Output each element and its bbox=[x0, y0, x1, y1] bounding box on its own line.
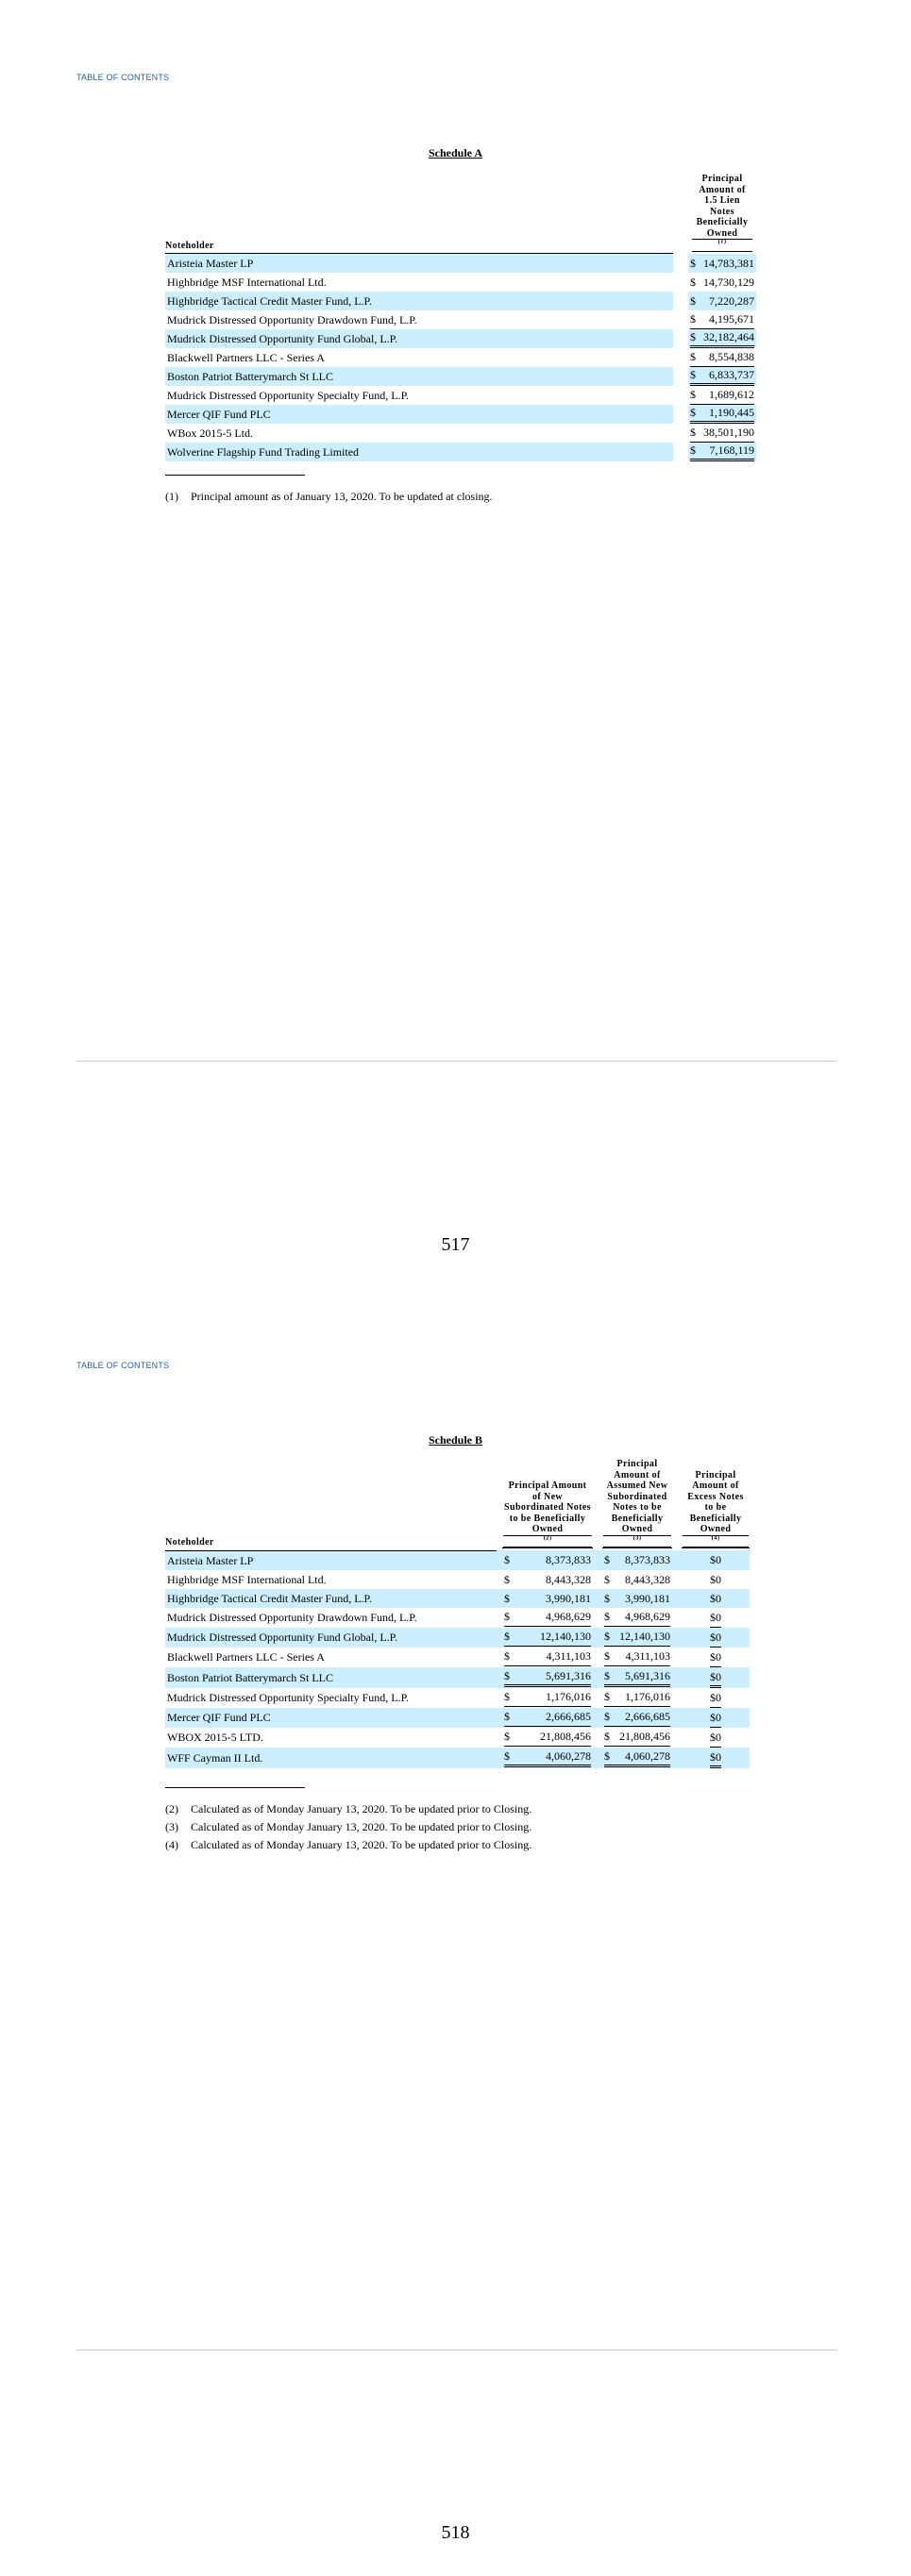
schedule-b-header-excess: Principal Amount of Excess Notes to be Beneficially Owned $^{(4)}$ bbox=[682, 1459, 750, 1550]
schedule-b-footnote-rule bbox=[165, 1787, 305, 1788]
footnote-number: (3) bbox=[165, 1820, 178, 1833]
footnote-text: Calculated as of Monday January 13, 2020. To be updated prior to Closing. bbox=[191, 1838, 532, 1851]
principal-amount bbox=[688, 424, 756, 443]
footnote-number: (1) bbox=[165, 490, 178, 503]
table-row bbox=[165, 1688, 750, 1708]
amount-value: 7,220,287 bbox=[709, 294, 754, 308]
principal-amount bbox=[688, 348, 756, 367]
table-row bbox=[165, 424, 756, 443]
currency-symbol: $ bbox=[504, 1591, 510, 1605]
table-row bbox=[165, 254, 756, 274]
page-number: 518 bbox=[441, 2522, 470, 2543]
currency-symbol: $ bbox=[604, 1690, 610, 1703]
amount-value: 4,311,103 bbox=[546, 1649, 591, 1663]
amount-value: 4,968,629 bbox=[546, 1610, 591, 1623]
noteholder-name: WBOX 2015-5 LTD. bbox=[167, 1731, 263, 1744]
amount-value: 4,060,278 bbox=[546, 1748, 591, 1763]
amount-value: 5,691,316 bbox=[625, 1668, 670, 1682]
noteholder-name: Highbridge MSF International Ltd. bbox=[167, 1572, 327, 1586]
amount-value: 21,808,456 bbox=[619, 1730, 670, 1743]
assumed-subordinated-amount bbox=[602, 1728, 672, 1748]
table-row bbox=[165, 310, 756, 329]
amount-value: 14,783,381 bbox=[703, 256, 754, 270]
excess-notes-amount: $0 bbox=[682, 1728, 750, 1748]
noteholder-name: Wolverine Flagship Fund Trading Limited bbox=[165, 443, 673, 461]
amount-value: 4,968,629 bbox=[625, 1610, 670, 1623]
amount-value: 32,182,464 bbox=[703, 330, 754, 343]
new-subordinated-amount bbox=[502, 1628, 593, 1648]
assumed-subordinated-amount bbox=[602, 1708, 672, 1728]
amount-value: 12,140,130 bbox=[540, 1630, 591, 1643]
amount-value: 8,373,833 bbox=[546, 1553, 591, 1567]
assumed-subordinated-amount bbox=[602, 1667, 672, 1688]
noteholder-name: Mercer QIF Fund PLC bbox=[165, 1708, 497, 1728]
noteholder-name: Boston Patriot Batterymarch St LLC bbox=[165, 367, 673, 386]
currency-symbol: $ bbox=[504, 1690, 510, 1703]
principal-amount bbox=[688, 386, 756, 405]
principal-amount bbox=[688, 310, 756, 329]
principal-amount bbox=[688, 405, 756, 424]
currency-symbol: $ bbox=[604, 1710, 610, 1723]
currency-symbol: $ bbox=[504, 1748, 510, 1763]
amount-value: 3,990,181 bbox=[546, 1591, 591, 1605]
principal-amount bbox=[688, 443, 756, 461]
new-subordinated-amount bbox=[502, 1648, 593, 1667]
noteholder-name: Aristeia Master LP bbox=[165, 254, 673, 274]
currency-symbol: $ bbox=[504, 1710, 510, 1723]
schedule-a-table bbox=[165, 174, 756, 461]
currency-symbol: $ bbox=[504, 1649, 510, 1663]
excess-notes-amount: $0 bbox=[682, 1708, 750, 1728]
assumed-subordinated-amount bbox=[602, 1628, 672, 1648]
principal-amount bbox=[688, 367, 756, 386]
currency-symbol: $ bbox=[690, 388, 696, 401]
excess-notes-amount: $0 bbox=[682, 1748, 750, 1768]
table-of-contents-link[interactable]: TABLE OF CONTENTS bbox=[76, 73, 170, 82]
footnote-text: Calculated as of Monday January 13, 2020. To be updated prior to Closing. bbox=[191, 1820, 532, 1833]
schedule-a-footnote-rule bbox=[165, 475, 305, 476]
table-row bbox=[165, 1667, 750, 1688]
schedule-b-header-new: Principal Amount of New Subordinated Notes to be Beneficially Owned $^{(2)}$ bbox=[502, 1459, 593, 1550]
amount-value: 1,190,445 bbox=[709, 406, 754, 419]
table-row bbox=[165, 292, 756, 310]
noteholder-name: Mudrick Distressed Opportunity Fund Global, L.P. bbox=[165, 1628, 497, 1648]
amount-value: 8,373,833 bbox=[625, 1553, 670, 1567]
table-row bbox=[165, 1550, 750, 1570]
amount-value: 1,176,016 bbox=[625, 1690, 670, 1703]
currency-symbol: $ bbox=[604, 1591, 610, 1605]
currency-symbol: $ bbox=[504, 1610, 510, 1623]
amount-value: 38,501,190 bbox=[703, 426, 754, 439]
footnote-number: (4) bbox=[165, 1838, 178, 1851]
table-row bbox=[165, 329, 756, 348]
amount-value: 4,060,278 bbox=[625, 1748, 670, 1763]
new-subordinated-amount bbox=[502, 1667, 593, 1688]
currency-symbol: $ bbox=[604, 1748, 610, 1763]
amount-value: 12,140,130 bbox=[619, 1630, 670, 1643]
table-row bbox=[165, 1608, 750, 1628]
assumed-subordinated-amount bbox=[602, 1550, 672, 1570]
amount-value: 6,833,737 bbox=[709, 368, 754, 381]
noteholder-name: WBox 2015-5 Ltd. bbox=[167, 427, 253, 440]
currency-symbol: $ bbox=[690, 330, 696, 343]
currency-symbol: $ bbox=[504, 1668, 510, 1682]
amount-value: 8,443,328 bbox=[625, 1572, 670, 1586]
principal-amount bbox=[688, 329, 756, 348]
currency-symbol: $ bbox=[604, 1610, 610, 1623]
principal-amount bbox=[688, 254, 756, 274]
excess-notes-amount: $0 bbox=[682, 1550, 750, 1570]
table-of-contents-link[interactable]: TABLE OF CONTENTS bbox=[76, 1361, 170, 1370]
schedule-a-header-amount: Principal Amount of 1.5 Lien Notes Beneficially Owned $^{(1)}$ bbox=[688, 174, 756, 254]
noteholder-name: Mercer QIF Fund PLC bbox=[165, 405, 673, 424]
principal-amount bbox=[688, 273, 756, 292]
excess-notes-amount: $0 bbox=[710, 1572, 721, 1586]
page-number: 517 bbox=[441, 1234, 470, 1255]
assumed-subordinated-amount bbox=[602, 1748, 672, 1768]
schedule-b-header-noteholder: Noteholder bbox=[165, 1459, 497, 1550]
excess-notes-amount: $0 bbox=[682, 1688, 750, 1708]
currency-symbol: $ bbox=[604, 1668, 610, 1682]
amount-value: 8,443,328 bbox=[546, 1572, 591, 1586]
footnote bbox=[165, 1836, 531, 1854]
table-row bbox=[165, 1589, 750, 1608]
currency-symbol: $ bbox=[504, 1730, 510, 1743]
currency-symbol: $ bbox=[604, 1649, 610, 1663]
currency-symbol: $ bbox=[604, 1572, 610, 1586]
currency-symbol: $ bbox=[690, 256, 696, 270]
table-row bbox=[165, 1628, 750, 1648]
currency-symbol: $ bbox=[504, 1553, 510, 1567]
amount-value: 21,808,456 bbox=[540, 1730, 591, 1743]
schedule-b-title: Schedule B bbox=[428, 1433, 482, 1447]
currency-symbol: $ bbox=[690, 312, 696, 326]
assumed-subordinated-amount bbox=[602, 1688, 672, 1708]
noteholder-name: Highbridge Tactical Credit Master Fund, L.P. bbox=[165, 292, 673, 310]
schedule-a-header-noteholder: Noteholder bbox=[165, 174, 673, 254]
currency-symbol: $ bbox=[690, 426, 696, 439]
noteholder-name: WFF Cayman II Ltd. bbox=[165, 1748, 497, 1768]
footnote bbox=[165, 488, 493, 506]
amount-value: 1,689,612 bbox=[709, 388, 754, 401]
amount-value: 7,168,119 bbox=[709, 443, 754, 457]
principal-amount bbox=[688, 292, 756, 310]
amount-value: 3,990,181 bbox=[625, 1591, 670, 1605]
footnote bbox=[165, 1818, 531, 1836]
footnote-number: (2) bbox=[165, 1802, 178, 1815]
assumed-subordinated-amount bbox=[602, 1608, 672, 1628]
table-row bbox=[165, 386, 756, 405]
table-row bbox=[165, 1728, 750, 1748]
currency-symbol: $ bbox=[604, 1553, 610, 1567]
currency-symbol: $ bbox=[504, 1630, 510, 1643]
noteholder-name: Mudrick Distressed Opportunity Specialty Fund, L.P. bbox=[167, 1691, 409, 1704]
noteholder-name: Blackwell Partners LLC - Series A bbox=[167, 1650, 325, 1664]
assumed-subordinated-amount bbox=[602, 1589, 672, 1608]
noteholder-name: Boston Patriot Batterymarch St LLC bbox=[165, 1667, 497, 1688]
amount-value: 1,176,016 bbox=[546, 1690, 591, 1703]
currency-symbol: $ bbox=[604, 1730, 610, 1743]
amount-value: 2,666,685 bbox=[546, 1710, 591, 1723]
excess-notes-amount: $0 bbox=[682, 1608, 750, 1628]
table-row bbox=[165, 1748, 750, 1768]
table-row bbox=[165, 443, 756, 461]
amount-value: 8,554,838 bbox=[709, 350, 754, 363]
table-row bbox=[165, 1648, 750, 1667]
table-row bbox=[165, 1570, 750, 1589]
amount-value: 4,195,671 bbox=[709, 312, 754, 326]
currency-symbol: $ bbox=[690, 368, 696, 381]
table-row bbox=[165, 348, 756, 367]
table-row bbox=[165, 367, 756, 386]
currency-symbol: $ bbox=[504, 1572, 510, 1586]
excess-notes-amount: $0 bbox=[682, 1589, 750, 1608]
new-subordinated-amount bbox=[502, 1608, 593, 1628]
noteholder-name: Aristeia Master LP bbox=[165, 1550, 497, 1570]
new-subordinated-amount bbox=[502, 1688, 593, 1708]
assumed-subordinated-amount bbox=[602, 1648, 672, 1667]
new-subordinated-amount bbox=[502, 1708, 593, 1728]
new-subordinated-amount bbox=[502, 1728, 593, 1748]
currency-symbol: $ bbox=[690, 350, 696, 363]
excess-notes-amount: $0 bbox=[682, 1628, 750, 1648]
excess-notes-amount: $0 bbox=[682, 1648, 750, 1667]
page-separator bbox=[76, 1061, 836, 1062]
new-subordinated-amount bbox=[502, 1550, 593, 1570]
amount-value: 5,691,316 bbox=[546, 1668, 591, 1682]
noteholder-name: Mudrick Distressed Opportunity Specialty Fund, L.P. bbox=[167, 389, 409, 402]
noteholder-name: Mudrick Distressed Opportunity Drawdown Fund, L.P. bbox=[167, 1611, 417, 1624]
currency-symbol: $ bbox=[604, 1630, 610, 1643]
amount-value: 14,730,129 bbox=[703, 276, 754, 289]
excess-notes-amount: $0 bbox=[682, 1667, 750, 1688]
schedule-b-table bbox=[165, 1459, 750, 1768]
new-subordinated-amount bbox=[502, 1570, 593, 1589]
amount-value: 2,666,685 bbox=[625, 1710, 670, 1723]
schedule-b-header-assumed: Principal Amount of Assumed New Subordinated Notes to be Beneficially Owned $^{(3)}$ bbox=[602, 1459, 672, 1550]
table-row bbox=[165, 273, 756, 292]
footnote-text: Calculated as of Monday January 13, 2020. To be updated prior to Closing. bbox=[191, 1802, 532, 1815]
footnote bbox=[165, 1800, 531, 1818]
amount-value: 4,311,103 bbox=[625, 1649, 670, 1663]
currency-symbol: $ bbox=[690, 294, 696, 308]
noteholder-name: Highbridge Tactical Credit Master Fund, L.P. bbox=[165, 1589, 497, 1608]
new-subordinated-amount bbox=[502, 1748, 593, 1768]
noteholder-name: Mudrick Distressed Opportunity Fund Global, L.P. bbox=[165, 329, 673, 348]
table-row bbox=[165, 405, 756, 424]
new-subordinated-amount bbox=[502, 1589, 593, 1608]
schedule-a-title: Schedule A bbox=[428, 146, 482, 159]
currency-symbol: $ bbox=[690, 276, 696, 289]
currency-symbol: $ bbox=[690, 443, 696, 457]
table-row bbox=[165, 1708, 750, 1728]
footnote-text: Principal amount as of January 13, 2020. To be updated at closing. bbox=[191, 490, 493, 503]
noteholder-name: Blackwell Partners LLC - Series A bbox=[167, 351, 325, 364]
currency-symbol: $ bbox=[690, 406, 696, 419]
noteholder-name: Highbridge MSF International Ltd. bbox=[167, 276, 327, 289]
noteholder-name: Mudrick Distressed Opportunity Drawdown Fund, L.P. bbox=[167, 313, 417, 326]
assumed-subordinated-amount bbox=[602, 1570, 672, 1589]
